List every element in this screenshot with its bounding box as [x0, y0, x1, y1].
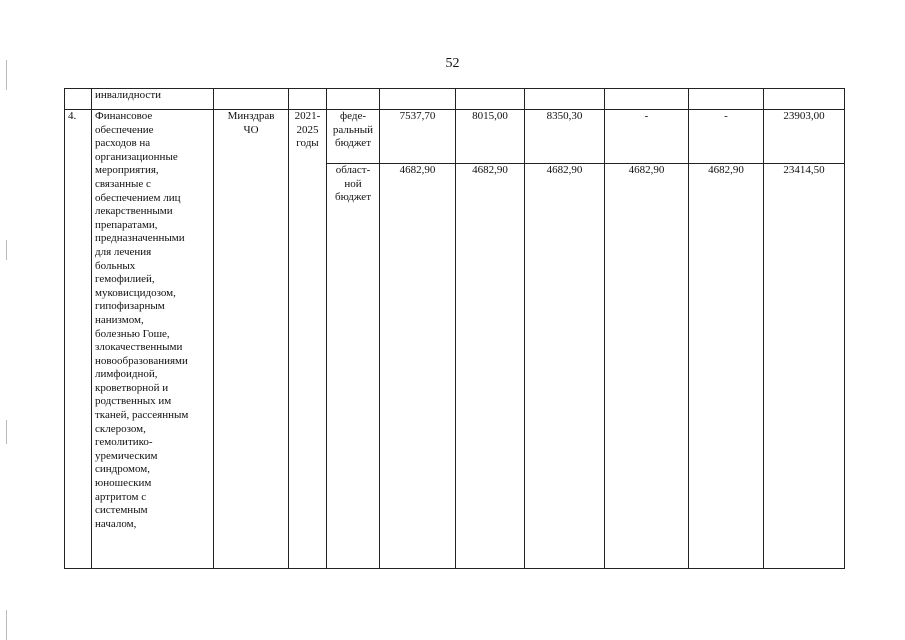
regional-value-2021: 4682,90 [380, 164, 456, 569]
item-name-line: гемофилией, [95, 273, 155, 286]
federal-budget-row [65, 110, 845, 164]
regional-source-line: ной [344, 177, 362, 190]
item-name-line: болезнью Гоше, [95, 327, 170, 340]
scan-edge-mark [6, 610, 7, 640]
cont-value-cell [380, 89, 456, 110]
federal-value-2023: 8350,30 [525, 110, 605, 164]
item-name-line: гемолитико- [95, 436, 153, 449]
item-name-line: кроветворной и [95, 381, 169, 394]
period-line: 2025 [296, 123, 319, 136]
item-name-line: лекарственными [95, 205, 173, 218]
federal-value-2021: 7537,70 [380, 110, 456, 164]
item-name-line: организационные [95, 150, 178, 163]
item-name-line: лимфоидной, [95, 368, 158, 381]
item-name-line: артритом с [95, 490, 147, 503]
executor-line: ЧО [243, 123, 259, 136]
regional-value-2023: 4682,90 [525, 164, 605, 569]
scan-edge-mark [6, 60, 7, 90]
program-table [64, 88, 845, 569]
cont-value-cell [689, 89, 764, 110]
cont-value-cell [525, 89, 605, 110]
page-number: 52 [445, 56, 460, 71]
regional-source-line: област- [335, 164, 371, 176]
regional-source-line: бюджет [335, 191, 371, 204]
item-name-line: для лечения [95, 245, 152, 258]
period-line: 2021- [294, 110, 321, 122]
regional-source-cell [327, 164, 380, 569]
item-name-line: новообразованиями [95, 354, 188, 367]
item-name-line: началом, [95, 517, 137, 530]
executor-cell [214, 110, 289, 569]
federal-value-2022: 8015,00 [456, 110, 525, 164]
scan-edge-mark [6, 240, 7, 260]
item-name-line: обеспечением лиц [95, 191, 181, 204]
federal-value-2024: - [605, 110, 689, 164]
item-number: 4. [65, 110, 92, 569]
item-name-line: системным [95, 504, 148, 517]
item-name-line: мероприятия, [95, 164, 159, 177]
item-name [92, 110, 214, 569]
cont-period-cell [289, 89, 327, 110]
item-name-line: препаратами, [95, 218, 158, 231]
federal-source-line: бюджет [335, 137, 371, 150]
item-name-line: родственных им [95, 395, 172, 408]
federal-source-line: феде- [339, 110, 366, 122]
cont-value-cell [605, 89, 689, 110]
item-name-line: юношеским [95, 477, 152, 490]
federal-source-line: ральный [332, 123, 374, 136]
cont-num-cell [65, 89, 92, 110]
item-name-line: уремическим [95, 449, 158, 462]
item-name-line: расходов на [95, 137, 151, 150]
item-name-line: предназначенными [95, 232, 185, 245]
item-name-line: связанные с [95, 177, 151, 190]
item-name-line: Финансовое [95, 110, 153, 122]
item-name-line: муковисцидозом, [95, 286, 176, 299]
scan-edge-mark [6, 420, 7, 444]
item-name-line: злокачественными [95, 341, 183, 354]
cont-executor-cell [214, 89, 289, 110]
item-name-line: гипофизарным [95, 300, 165, 313]
regional-value-2024: 4682,90 [605, 164, 689, 569]
item-name-line: склерозом, [95, 422, 146, 435]
executor-line: Минздрав [227, 110, 275, 122]
regional-value-total: 23414,50 [764, 164, 845, 569]
cont-source-cell [327, 89, 380, 110]
regional-value-2022: 4682,90 [456, 164, 525, 569]
item-name-line: обеспечение [95, 123, 154, 136]
continuation-row [65, 89, 845, 110]
period-cell [289, 110, 327, 569]
federal-value-2025: - [689, 110, 764, 164]
item-name-line: синдромом, [95, 463, 151, 476]
cont-value-cell [456, 89, 525, 110]
item-name-line: нанизмом, [95, 313, 144, 326]
cont-value-cell [764, 89, 845, 110]
period-line: годы [296, 137, 319, 150]
item-name-line: больных [95, 259, 136, 272]
federal-source-cell [327, 110, 380, 164]
item-name-line: тканей, рассеянным [95, 409, 189, 422]
federal-value-total: 23903,00 [764, 110, 845, 164]
regional-value-2025: 4682,90 [689, 164, 764, 569]
cont-name-cell: инвалидности [92, 89, 214, 110]
